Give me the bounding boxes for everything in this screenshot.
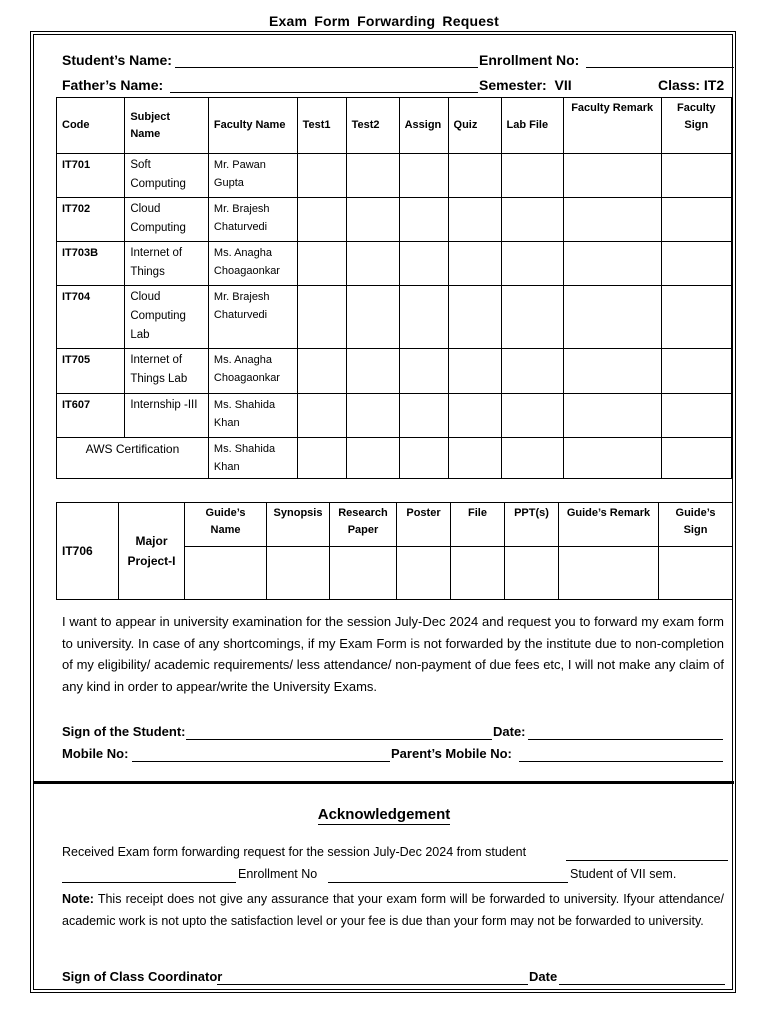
table-row xyxy=(57,198,732,242)
semester-label: Semester: VII xyxy=(479,77,572,93)
student-name-field[interactable] xyxy=(175,67,478,68)
faculty-remark-cell[interactable] xyxy=(563,154,661,198)
date-label: Date: xyxy=(493,724,526,739)
student-name-ack-field[interactable] xyxy=(566,860,728,861)
header-research-paper: Research Paper xyxy=(330,503,397,547)
lab-file-cell[interactable] xyxy=(501,198,563,242)
quiz-cell[interactable] xyxy=(448,286,501,349)
lab-file-cell[interactable] xyxy=(501,242,563,286)
ack-date-label: Date xyxy=(529,969,558,984)
faculty-remark-cell[interactable] xyxy=(563,394,661,438)
header-lab-file: Lab File xyxy=(501,98,563,154)
subject-code: IT701 xyxy=(57,154,125,198)
subject-name: Internet of Things xyxy=(125,242,209,286)
subject-name: Internet of Things Lab xyxy=(125,349,209,394)
table-row xyxy=(57,154,732,198)
header-guide-name: Guide’s Name xyxy=(185,503,267,547)
file-cell[interactable] xyxy=(451,547,505,600)
faculty-remark-cell[interactable] xyxy=(563,242,661,286)
quiz-cell[interactable] xyxy=(448,438,501,479)
header-guide-sign: Guide’s Sign xyxy=(659,503,733,547)
table-row xyxy=(57,286,732,349)
acknowledgement-title: Acknowledgement xyxy=(317,806,451,823)
header-file: File xyxy=(451,503,505,547)
subjects-table xyxy=(56,97,732,479)
lab-file-cell[interactable] xyxy=(501,154,563,198)
header-assign: Assign xyxy=(399,98,448,154)
test1-cell[interactable] xyxy=(297,438,346,479)
header-synopsis: Synopsis xyxy=(267,503,330,547)
faculty-remark-cell[interactable] xyxy=(563,438,661,479)
guide-sign-cell[interactable] xyxy=(659,547,733,600)
enrollment-label: Enrollment No: xyxy=(479,52,580,68)
subject-code: IT704 xyxy=(57,286,125,349)
enrollment-ack-field[interactable] xyxy=(328,882,568,883)
test2-cell[interactable] xyxy=(346,286,399,349)
test1-cell[interactable] xyxy=(297,198,346,242)
faculty-remark-cell[interactable] xyxy=(563,286,661,349)
faculty-name: Mr. Brajesh Chaturvedi xyxy=(208,198,297,242)
faculty-name: Ms. Shahida Khan xyxy=(208,394,297,438)
note-paragraph xyxy=(62,888,724,932)
student-sign-label: Sign of the Student: xyxy=(62,724,186,739)
subject-code: IT703B xyxy=(57,242,125,286)
guide-name-cell[interactable] xyxy=(185,547,267,600)
enrollment-field[interactable] xyxy=(586,67,734,68)
mobile-label: Mobile No: xyxy=(62,746,129,761)
class-label: Class: IT2 xyxy=(658,77,725,93)
header-subject: Subject Name xyxy=(125,98,209,154)
date-field[interactable] xyxy=(528,739,723,740)
coordinator-sign-label: Sign of Class Coordinator xyxy=(62,969,223,984)
assign-cell[interactable] xyxy=(399,394,448,438)
coordinator-sign-field[interactable] xyxy=(217,984,528,985)
faculty-name: Ms. Anagha Choagaonkar xyxy=(208,349,297,394)
aws-certification-label: AWS Certification xyxy=(57,438,209,479)
guide-remark-cell[interactable] xyxy=(559,547,659,600)
lab-file-cell[interactable] xyxy=(501,438,563,479)
note-label: Note: xyxy=(62,892,94,906)
lab-file-cell[interactable] xyxy=(501,286,563,349)
faculty-remark-cell[interactable] xyxy=(563,349,661,394)
assign-cell[interactable] xyxy=(399,154,448,198)
faculty-sign-cell[interactable] xyxy=(661,242,731,286)
test1-cell[interactable] xyxy=(297,242,346,286)
quiz-cell[interactable] xyxy=(448,349,501,394)
assign-cell[interactable] xyxy=(399,198,448,242)
lab-file-cell[interactable] xyxy=(501,349,563,394)
subject-name: Soft Computing xyxy=(125,154,209,198)
test2-cell[interactable] xyxy=(346,154,399,198)
faculty-sign-cell[interactable] xyxy=(661,349,731,394)
header-code: Code xyxy=(57,98,125,154)
ack-date-field[interactable] xyxy=(559,984,725,985)
test1-cell[interactable] xyxy=(297,394,346,438)
faculty-name: Ms. Anagha Choagaonkar xyxy=(208,242,297,286)
student-name-label: Student’s Name: xyxy=(62,52,172,68)
project-name: Major Project-I xyxy=(119,503,185,600)
header-quiz: Quiz xyxy=(448,98,501,154)
header-faculty-sign: Faculty Sign xyxy=(661,98,731,154)
faculty-remark-cell[interactable] xyxy=(563,198,661,242)
father-name-label: Father’s Name: xyxy=(62,77,164,93)
faculty-sign-cell[interactable] xyxy=(661,394,731,438)
subject-code: IT705 xyxy=(57,349,125,394)
project-code: IT706 xyxy=(57,503,119,600)
quiz-cell[interactable] xyxy=(448,242,501,286)
faculty-sign-cell[interactable] xyxy=(661,438,731,479)
quiz-cell[interactable] xyxy=(448,394,501,438)
section-divider xyxy=(34,781,734,784)
class-value: IT2 xyxy=(703,77,725,93)
declaration-text: I want to appear in university examination for the session July-Dec 2024 and request you to forward my exam form to university. In case of any shortcomings, if my Exam Form is not forwarded by the institute due to non-completion of my eligibility/ academic requirements/ less attendance/ non-payment of due fees etc, I will not make any claim of any kind in order to appear/write the University Exams. xyxy=(62,614,724,694)
quiz-cell[interactable] xyxy=(448,154,501,198)
header-test1: Test1 xyxy=(297,98,346,154)
table-row xyxy=(57,438,732,479)
student-of-sem-text: Student of VII sem. xyxy=(570,867,677,881)
faculty-sign-cell[interactable] xyxy=(661,286,731,349)
received-text: Received Exam form forwarding request for the session July-Dec 2024 from student xyxy=(62,845,527,859)
assign-cell[interactable] xyxy=(399,349,448,394)
faculty-name: Mr. Pawan Gupta xyxy=(208,154,297,198)
table-row xyxy=(57,394,732,438)
father-name-field[interactable] xyxy=(170,92,478,93)
assign-cell[interactable] xyxy=(399,438,448,479)
student-sign-field[interactable] xyxy=(186,739,492,740)
header-poster: Poster xyxy=(397,503,451,547)
parent-mobile-label: Parent’s Mobile No: xyxy=(391,746,512,761)
faculty-sign-cell[interactable] xyxy=(661,198,731,242)
table-row xyxy=(57,242,732,286)
project-table xyxy=(56,502,733,600)
synopsis-cell[interactable] xyxy=(267,547,330,600)
assign-cell[interactable] xyxy=(399,286,448,349)
test2-cell[interactable] xyxy=(346,242,399,286)
header-guide-remark: Guide’s Remark xyxy=(559,503,659,547)
test2-cell[interactable] xyxy=(346,198,399,242)
subject-code: IT702 xyxy=(57,198,125,242)
semester-value: VII xyxy=(554,77,572,93)
lab-file-cell[interactable] xyxy=(501,394,563,438)
test2-cell[interactable] xyxy=(346,394,399,438)
subject-name: Cloud Computing Lab xyxy=(125,286,209,349)
test2-cell[interactable] xyxy=(346,438,399,479)
quiz-cell[interactable] xyxy=(448,198,501,242)
table-row xyxy=(57,349,732,394)
ack-name-field[interactable] xyxy=(62,882,236,883)
test1-cell[interactable] xyxy=(297,286,346,349)
header-faculty: Faculty Name xyxy=(208,98,297,154)
subject-name: Cloud Computing xyxy=(125,198,209,242)
faculty-sign-cell[interactable] xyxy=(661,154,731,198)
test1-cell[interactable] xyxy=(297,349,346,394)
subject-name: Internship -III xyxy=(125,394,209,438)
assign-cell[interactable] xyxy=(399,242,448,286)
test1-cell[interactable] xyxy=(297,154,346,198)
header-test2: Test2 xyxy=(346,98,399,154)
test2-cell[interactable] xyxy=(346,349,399,394)
note-text: This receipt does not give any assurance that your exam form will be forwarded to university. Ifyour attendance/ academic work is not upto the satisfaction level or your fee is due than your form may not be forwarded to university. xyxy=(62,892,724,928)
faculty-name: Mr. Brajesh Chaturvedi xyxy=(208,286,297,349)
header-faculty-remark: Faculty Remark xyxy=(563,98,661,154)
form-title: Exam Form Forwarding Request xyxy=(268,13,500,29)
mobile-field[interactable] xyxy=(132,761,390,762)
ppt-cell[interactable] xyxy=(505,547,559,600)
header-ppt: PPT(s) xyxy=(505,503,559,547)
poster-cell[interactable] xyxy=(397,547,451,600)
faculty-name: Ms. Shahida Khan xyxy=(208,438,297,479)
parent-mobile-field[interactable] xyxy=(519,761,723,762)
research-paper-cell[interactable] xyxy=(330,547,397,600)
enrollment-ack-label: Enrollment No xyxy=(238,867,318,881)
subject-code: IT607 xyxy=(57,394,125,438)
